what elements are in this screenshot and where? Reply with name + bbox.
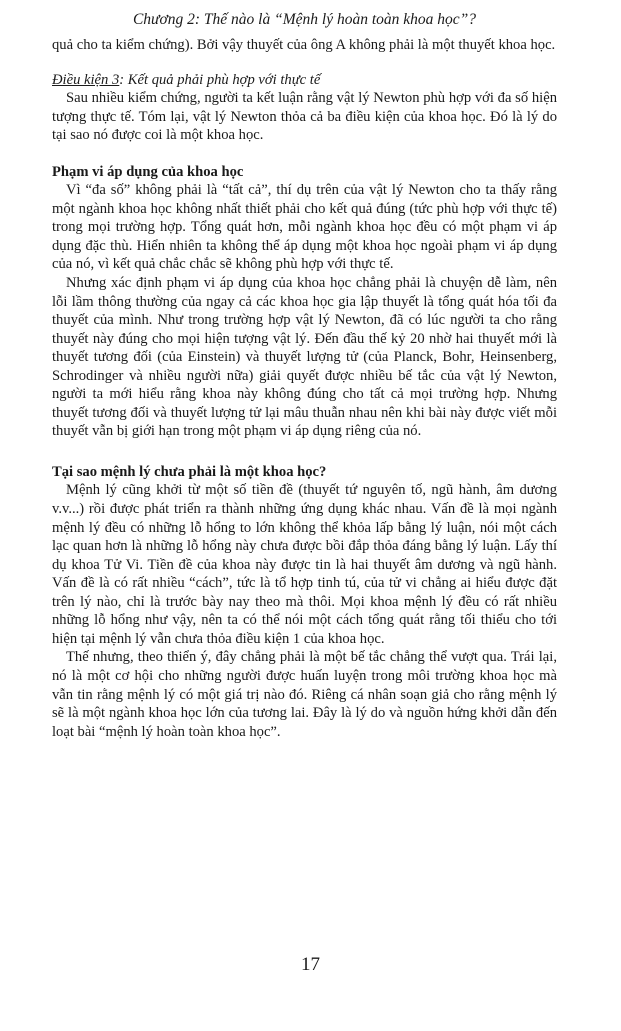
condition-3-paragraph: Sau nhiều kiểm chứng, người ta kết luận rằng vật lý Newton phù hợp với đa số hiện tượng thực tế. Tóm lại, vật lý Newton thỏa cả ba điều kiện của khoa học. Đó là lý do tại sao nó được coi là một khoa học. xyxy=(52,90,557,144)
running-head: Chương 2: Thế nào là “Mệnh lý hoàn toàn khoa học”? xyxy=(132,11,477,28)
page-number: 17 xyxy=(301,954,320,975)
section-heading-why-not-science: Tại sao mệnh lý chưa phải là một khoa học? xyxy=(52,463,327,480)
body-text xyxy=(52,36,557,741)
why-paragraph-1: Mệnh lý cũng khởi từ một số tiền đề (thuyết tứ nguyên tố, ngũ hành, âm dương v.v...) rồi được phát triển ra thành những ứng dụng khác nhau. Vấn đề là mọi ngành mệnh lý đều có những lỗ hổng to lớn không thể khỏa lấp bằng lý luận, nói một cách lạc quan hơn là những lỗ hổng này chưa được bồi đắp thỏa đáng bằng lý luận. Lấy thí dụ khoa Tử Vi. Tiền đề của khoa này được tin là hai thuyết âm dương và ngũ hành. Vấn đề là có rất nhiều “cách”, tức là tổ hợp tinh tú, của tử vi chẳng ai hiểu được đặt trên lý nào, chỉ là trước bày nay theo mà thôi. Mọi khoa mệnh lý đều có rất nhiều những lỗ hổng như vậy, nên ta có thể nói một cách tổng quát rằng tối thiểu cho tới hiện tại mệnh lý vẫn chưa thỏa điều kiện 1 của khoa học. xyxy=(52,482,557,647)
condition-3-text: : Kết quả phải phù hợp với thực tế xyxy=(119,71,321,88)
why-paragraph-2: Thế nhưng, theo thiển ý, đây chẳng phải là một bế tắc chẳng thể vượt qua. Trái lại, nó là một cơ hội cho những người được huấn luyện trong môi trường khoa học mà vẫn tin rằng mệnh lý có một giá trị nào đó. Riêng cá nhân soạn giả cho rằng mệnh lý sẽ là một ngành khoa học lớn của tương lai. Đây là lý do và nguồn hứng khởi dẫn đến loạt bài “mệnh lý hoàn toàn khoa học”. xyxy=(52,649,557,740)
scope-paragraph-2: Nhưng xác định phạm vi áp dụng của khoa học chẳng phải là chuyện dễ làm, nên lỗi lầm thông thường của ngay cả các khoa học gia lập thuyết là tổng quát hóa tối đa thuyết của mình. Như trong trường hợp vật lý Newton, đã có lúc người ta cho rằng thuyết này đúng cho mọi hiện tượng vật lý. Đến đầu thế kỷ 20 nhờ hai thuyết mới là thuyết tương đối (của Einstein) và thuyết lượng tử (của Planck, Bohr, Heinsenberg, Schrodinger và nhiều người nữa) giải quyết được nhiều bế tắc của vật lý Newton, người ta mới hiểu rằng khoa này không đúng cho tất cả mọi trường hợp. Nhưng thuyết tương đối và thuyết lượng tử lại mâu thuẫn nhau nên khi bài này được viết mỗi thuyết vẫn bị giới hạn trong một phạm vi áp dụng riêng của nó. xyxy=(52,275,557,440)
scope-paragraph-1: Vì “đa số” không phải là “tất cả”, thí dụ trên của vật lý Newton cho ta thấy rằng một ngành khoa học không nhất thiết phải cho kết quả đúng (tức phù hợp với thực tế) trong mọi trường hợp. Tổng quát hơn, mỗi ngành khoa học đều có một phạm vi áp dụng đặc thù. Hiển nhiên ta không thể áp dụng một khoa học ngoài phạm vi áp dụng của nó, vì kết quả chắc chắc sẽ không phù hợp với thực tế. xyxy=(52,182,557,273)
condition-3-heading xyxy=(52,71,557,90)
intro-paragraph: quả cho ta kiểm chứng). Bởi vậy thuyết của ông A không phải là một thuyết khoa học. xyxy=(52,37,556,53)
section-heading-scope: Phạm vi áp dụng của khoa học xyxy=(52,163,244,180)
condition-3-label: Điều kiện 3 xyxy=(52,71,120,88)
